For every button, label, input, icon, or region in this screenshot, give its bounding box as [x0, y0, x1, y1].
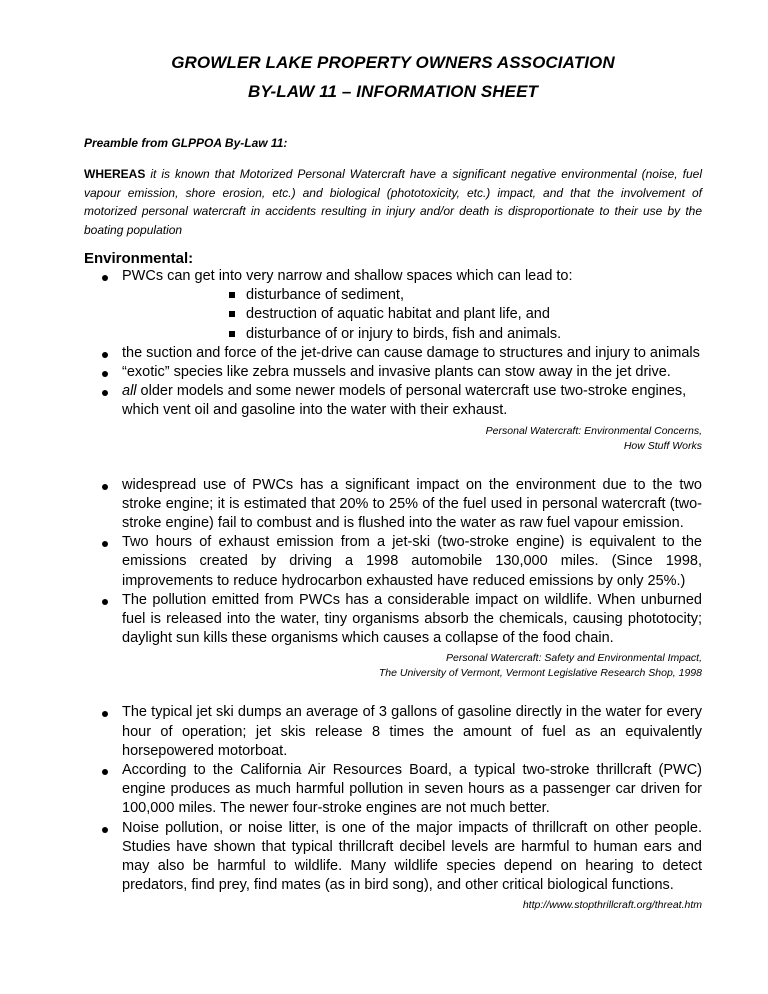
sub-list-item — [84, 305, 702, 324]
list-item — [84, 703, 702, 761]
bullet-icon — [102, 275, 108, 281]
preamble-heading: Preamble from GLPPOA By-Law 11: — [84, 136, 288, 150]
preamble-body: it is known that Motorized Personal Watercraft have a significant negative environmental (noise, fuel vapour emission, shore erosion, etc.) and biological (phototoxicity, etc.) impact, and that the involvement of motorized personal watercraft in accidents resulting in injury and/or death is disproportionate to their use by the boating population — [84, 167, 702, 237]
bullet-icon — [102, 541, 108, 547]
bullet-icon — [102, 769, 108, 775]
preamble-text — [84, 165, 702, 239]
list-item-text: According to the California Air Resources Board, a typical two-stroke thrillcraft (PWC) engine produces as much harmful pollution in seven hours as a passenger car driven for 100,000 miles. The newer four-stroke engines are not much better. — [122, 762, 702, 817]
title-line-1: GROWLER LAKE PROPERTY OWNERS ASSOCIATION — [171, 53, 615, 72]
list-item — [84, 267, 702, 286]
citation-line: Personal Watercraft: Environmental Concerns, — [485, 424, 702, 437]
citation-1 — [84, 424, 702, 454]
citation-line: The University of Vermont, Vermont Legislative Research Shop, 1998 — [378, 667, 702, 680]
environmental-list-1 — [84, 267, 702, 286]
list-item — [84, 476, 702, 534]
sub-list — [84, 286, 702, 344]
preamble-lead: WHEREAS — [84, 167, 146, 181]
document-title — [84, 0, 702, 106]
square-bullet-icon — [229, 331, 235, 337]
sub-list-item-text: disturbance of sediment, — [246, 287, 404, 304]
environmental-list-3 — [84, 703, 702, 895]
list-item — [84, 819, 702, 896]
title-line-2: BY-LAW 11 – INFORMATION SHEET — [247, 82, 539, 101]
bullet-icon — [102, 711, 108, 717]
square-bullet-icon — [229, 292, 235, 298]
sub-list-item-text: destruction of aquatic habitat and plant life, and — [246, 306, 550, 323]
bullet-icon — [102, 390, 108, 396]
citation-3 — [84, 898, 702, 913]
list-item-text: The typical jet ski dumps an average of 3 gallons of gasoline directly in the water for every hour of operation; jet skis release 8 times the amount of fuel as an equivalently horsepowered motorboat. — [122, 704, 702, 759]
list-item-text: Noise pollution, or noise litter, is one of the major impacts of thrillcraft on other people. Studies have shown that typical thrillcraft decibel levels are harmful to human ears and may also be harmful to wildlife. Many wildlife species depend on hearing to detect predators, find prey, find mates (as in bird song), and other critical biological functions. — [122, 819, 702, 894]
bullet-icon — [102, 352, 108, 358]
list-item-text: widespread use of PWCs has a significant impact on the environment due to the two stroke engine; it is estimated that 20% to 25% of the fuel used in personal watercraft (two-stroke engine) fail to combust and is flushed into the water as raw fuel vapour emission. — [122, 476, 702, 532]
square-bullet-icon — [229, 311, 235, 317]
environmental-list-2 — [84, 476, 702, 649]
list-item-text: older models and some newer models of personal watercraft use two-stroke engines, which vent oil and gasoline into the water with their exhaust. — [122, 383, 687, 419]
list-item-text: “exotic” species like zebra mussels and invasive plants can stow away in the jet drive. — [122, 364, 671, 381]
list-item-text: Two hours of exhaust emission from a jet-ski (two-stroke engine) is equivalent to the emissions created by driving a 1998 automobile 130,000 miles. (Since 1998, improvements to reduce hydrocarbon exhausted have reduced emissions by only 25%.) — [122, 534, 702, 589]
bullet-icon — [102, 484, 108, 490]
bullet-icon — [102, 827, 108, 833]
list-item-text: PWCs can get into very narrow and shallow spaces which can lead to: — [122, 268, 573, 284]
list-item — [84, 761, 702, 819]
list-item-emphasis: all — [122, 383, 137, 400]
list-item — [84, 591, 702, 649]
list-item — [84, 363, 702, 382]
environmental-list-1b — [84, 344, 702, 421]
citation-line: Personal Watercraft: Safety and Environmental Impact, — [445, 652, 702, 665]
bullet-icon — [102, 599, 108, 605]
sub-list-item — [84, 286, 702, 305]
citation-2 — [84, 651, 702, 681]
sub-list-item — [84, 325, 702, 344]
list-item-text: the suction and force of the jet-drive can cause damage to structures and injury to animals — [122, 344, 700, 361]
environmental-heading: Environmental: — [84, 250, 194, 267]
citation-url: http://www.stopthrillcraft.org/threat.htm — [522, 899, 702, 912]
list-item — [84, 382, 702, 420]
bullet-icon — [102, 371, 108, 377]
list-item — [84, 344, 702, 363]
list-item — [84, 533, 702, 591]
list-item-text: The pollution emitted from PWCs has a considerable impact on wildlife. When unburned fuel is released into the water, tiny organisms absorb the chemicals, causing phototocity; daylight sun kills these organisms which causes a collapse of the food chain. — [122, 591, 702, 647]
sub-list-item-text: disturbance of or injury to birds, fish and animals. — [246, 325, 562, 342]
citation-line: How Stuff Works — [623, 439, 702, 452]
